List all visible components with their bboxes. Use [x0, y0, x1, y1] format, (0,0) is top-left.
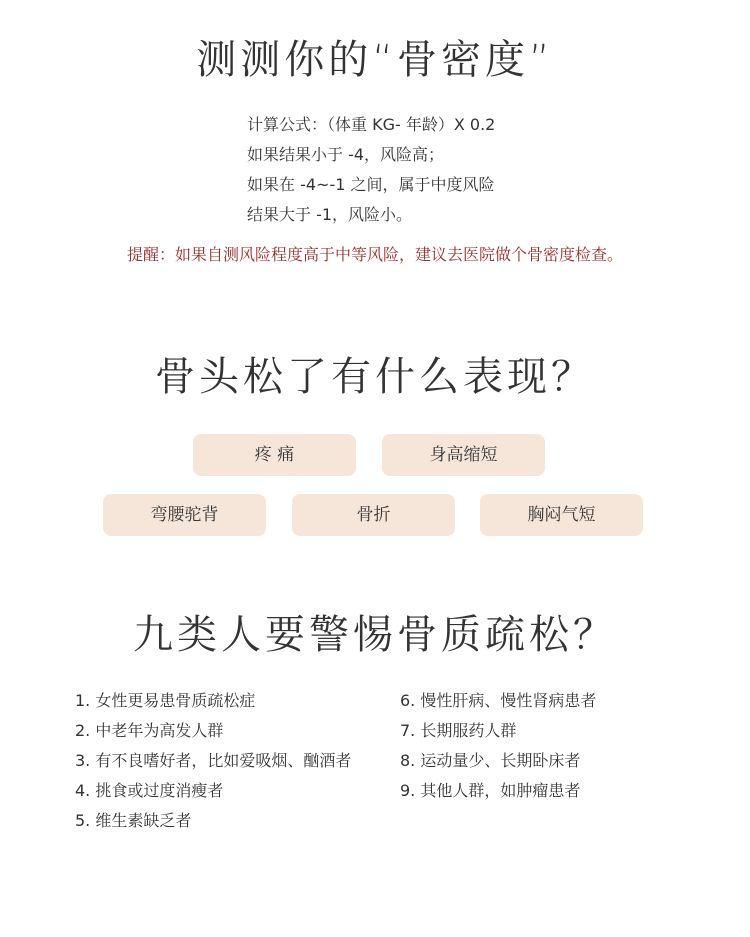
list-item: 3. 有不良嗜好者，比如爱吸烟、酗酒者: [75, 751, 352, 770]
list-item: 1. 女性更易患骨质疏松症: [75, 691, 256, 710]
reminder-text: 提醒：如果自测风险程度高于中等风险，建议去医院做个骨密度检查。: [126, 245, 623, 264]
list-item: 4. 挑食或过度消瘦者: [75, 781, 224, 800]
list-item: 6. 慢性肝病、慢性肾病患者: [400, 691, 597, 710]
bone-density-test-title: 测测你的“骨密度”: [196, 37, 554, 83]
formula-line: 结果大于 -1，风险小。: [247, 205, 413, 224]
symptom-chip-height-loss: 身高缩短: [382, 434, 545, 476]
list-item: 8. 运动量少、长期卧床者: [400, 751, 581, 770]
symptom-chip-hunched-back: 弯腰驼背: [103, 494, 266, 536]
symptoms-title: 骨头松了有什么表现？: [155, 354, 595, 400]
list-item: 7. 长期服药人群: [400, 721, 517, 740]
symptom-chip-pain: 疼 痛: [193, 434, 356, 476]
list-item: 5. 维生素缺乏者: [75, 811, 192, 830]
list-item: 2. 中老年为高发人群: [75, 721, 224, 740]
risk-groups-right-list: [400, 686, 596, 806]
list-item: 9. 其他人群，如肿瘤患者: [400, 781, 581, 800]
symptom-chip-fracture: 骨折: [292, 494, 455, 536]
formula-list: [247, 110, 495, 230]
symptom-chip-chest-tightness: 胸闷气短: [480, 494, 643, 536]
risk-groups-title: 九类人要警惕骨质疏松？: [133, 612, 617, 658]
formula-line: 如果在 -4~-1 之间，属于中度风险: [247, 175, 495, 194]
risk-groups-left-list: [75, 686, 351, 836]
formula-line: 计算公式：（体重 KG- 年龄）X 0.2: [247, 115, 496, 134]
formula-line: 如果结果小于 -4，风险高；: [247, 145, 445, 164]
